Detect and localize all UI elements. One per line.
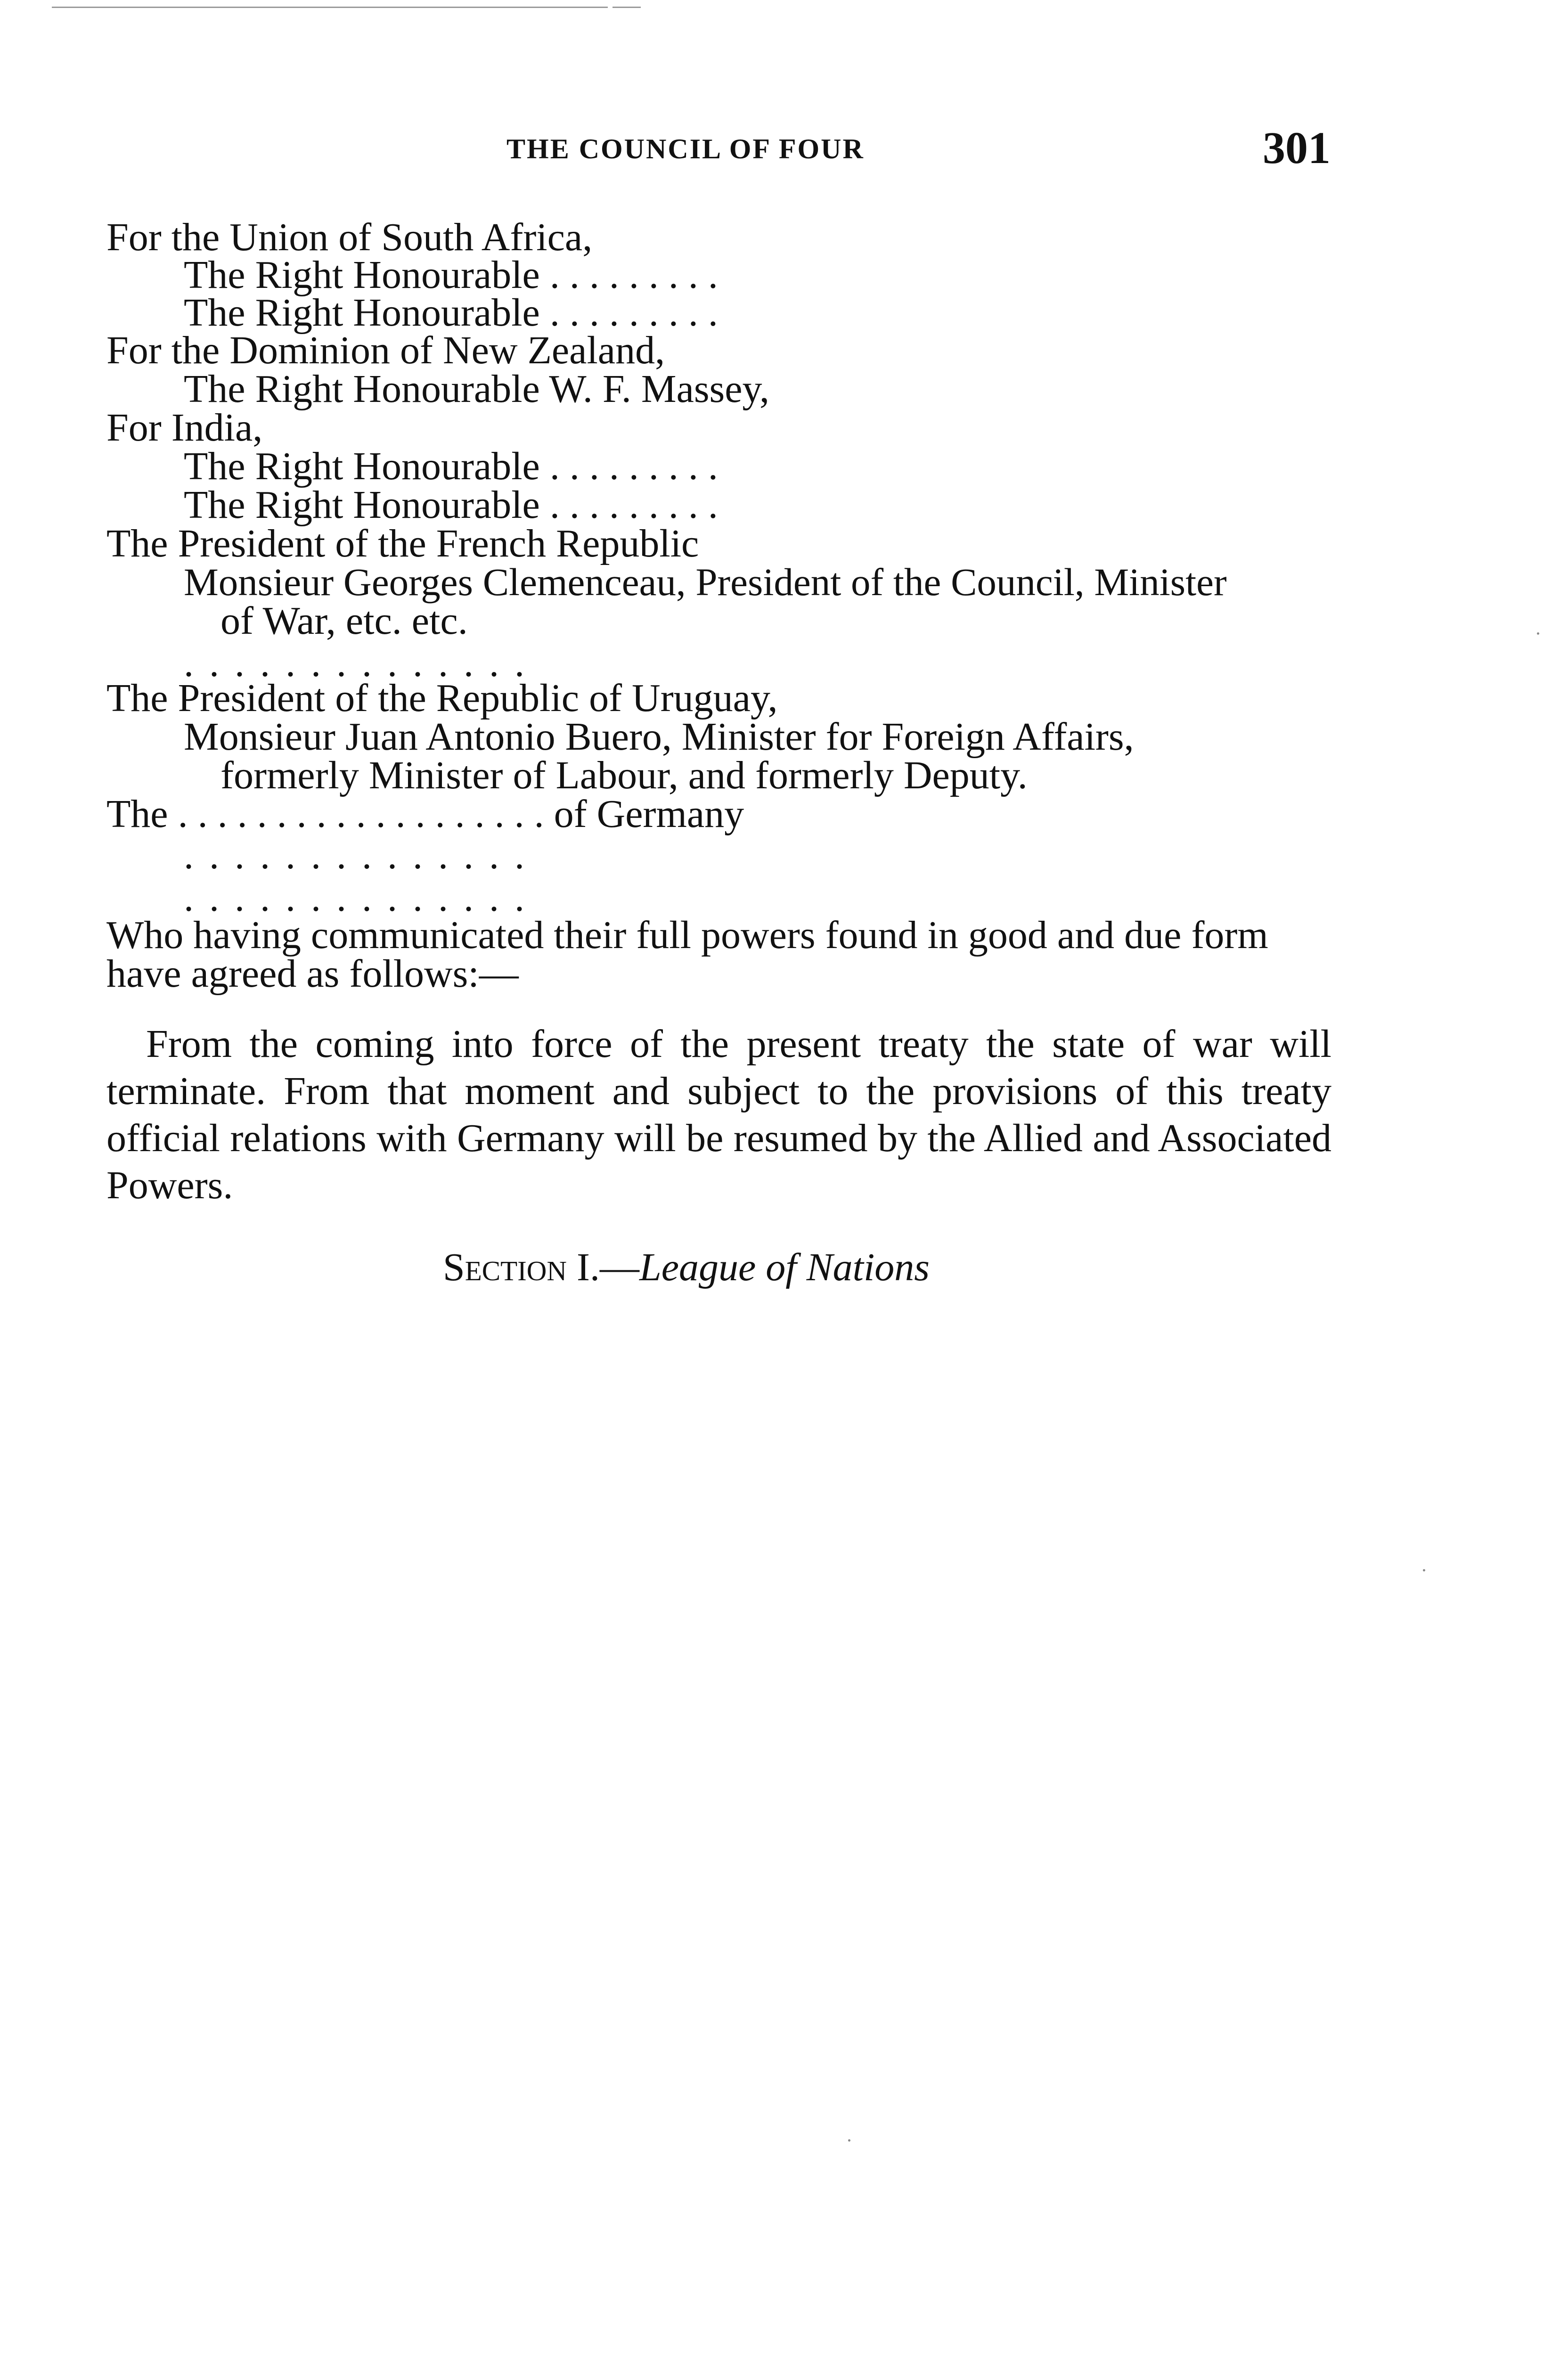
signatory-line: Monsieur Georges Clemenceau, President of the Council, Minister bbox=[184, 560, 1227, 604]
page-number: 301 bbox=[1263, 123, 1331, 173]
signatory-line: The . . . . . . . . . . . . . . . . . . . of Germany bbox=[106, 792, 744, 836]
signatory-line: The President of the French Republic bbox=[106, 522, 699, 565]
section-title: League of Nations bbox=[639, 1245, 930, 1289]
section-heading bbox=[443, 1245, 930, 1289]
signatory-line: For the Union of South Africa, bbox=[106, 215, 593, 259]
signatory-line: formerly Minister of Labour, and formerly Deputy. bbox=[220, 753, 1028, 797]
elided-signatory-dots: . . . . . . . . . . . . . . bbox=[184, 876, 527, 920]
scan-speck bbox=[1423, 1569, 1425, 1571]
signatory-line: The Right Honourable W. F. Massey, bbox=[184, 367, 770, 411]
closing-clause: Who having communicated their full powers found in good and due form have agreed as follows:— bbox=[106, 913, 1268, 996]
signatory-line: The Right Honourable . . . . . . . . . bbox=[184, 291, 718, 335]
signatory-line: The President of the Republic of Uruguay, bbox=[106, 676, 778, 720]
signatory-line: The Right Honourable . . . . . . . . . bbox=[184, 444, 718, 488]
signatory-line: The Right Honourable . . . . . . . . . bbox=[184, 253, 718, 297]
signatory-line: For the Dominion of New Zealand, bbox=[106, 328, 665, 372]
elided-signatory-dots: . . . . . . . . . . . . . . bbox=[184, 834, 527, 877]
body-paragraph: From the coming into force of the present treaty the state of war will terminate. From that moment and subject to the provisions of this treaty official relations with Germany will be resumed by the Allied and Associated Powers. bbox=[106, 1022, 1331, 1207]
signatory-line: For India, bbox=[106, 406, 263, 450]
scan-top-rule-right bbox=[612, 7, 641, 8]
section-dash: — bbox=[599, 1245, 639, 1289]
signatory-line: of War, etc. etc. bbox=[220, 599, 468, 643]
scan-speck bbox=[848, 2139, 850, 2142]
running-head: THE COUNCIL OF FOUR bbox=[506, 133, 865, 164]
signatory-line: Monsieur Juan Antonio Buero, Minister for Foreign Affairs, bbox=[184, 715, 1134, 759]
section-label: Section I. bbox=[443, 1245, 600, 1289]
signatory-line: The Right Honourable . . . . . . . . . bbox=[184, 483, 718, 527]
elided-signatory-dots: . . . . . . . . . . . . . . bbox=[184, 641, 527, 685]
scan-top-rule bbox=[52, 7, 608, 8]
scan-speck bbox=[1537, 632, 1539, 635]
